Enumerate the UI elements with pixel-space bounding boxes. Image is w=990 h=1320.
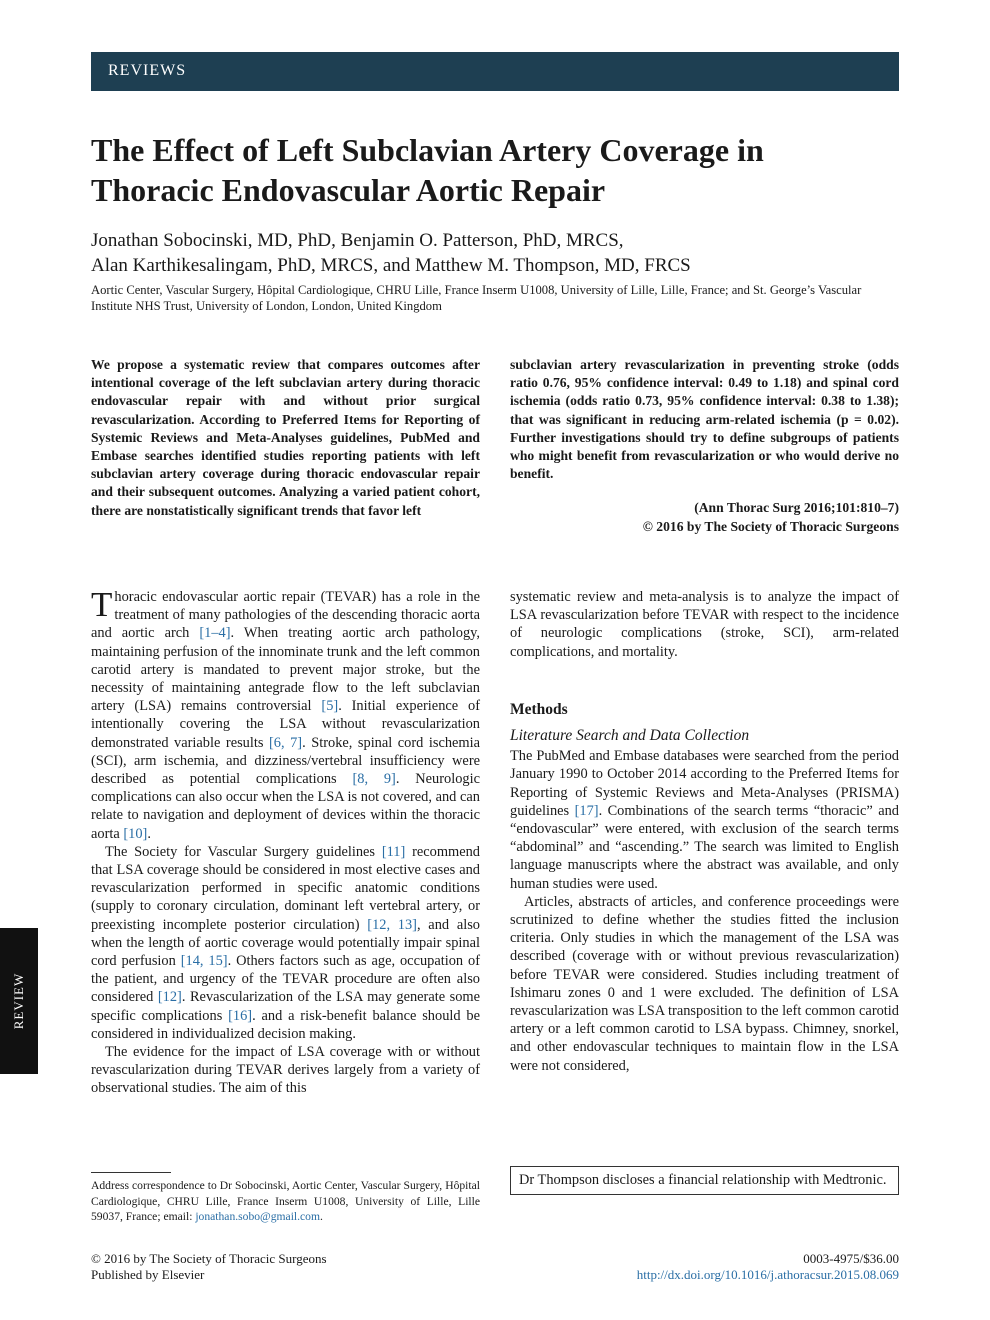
reference-link[interactable]: [14, 15]: [180, 953, 228, 970]
reference-link[interactable]: [11]: [381, 843, 406, 860]
body-text: , and also when the length of aortic coverage would potentially impair spinal cord perfusion: [91, 916, 480, 970]
footer-issn: 0003-4975/$36.00: [803, 1251, 899, 1266]
reference-link[interactable]: [17]: [574, 802, 599, 819]
reference-link[interactable]: [12, 13]: [367, 916, 417, 933]
reference-link[interactable]: [10]: [123, 825, 148, 842]
heading-methods: Methods: [510, 700, 568, 718]
journal-citation: (Ann Thorac Surg 2016;101:810–7): [694, 500, 899, 515]
footer-left: [91, 1251, 327, 1282]
drop-cap: T: [91, 585, 113, 624]
footer-copyright: © 2016 by The Society of Thoracic Surgeons: [91, 1251, 327, 1266]
body-text: . Initial experience of intentionally covering the LSA without revascularization demonstrated variable results: [91, 698, 481, 751]
body-text: . Neurologic complications can also occur when the LSA is not covered, and can relate to navigation and deployment of devices within the thoracic aorta: [91, 771, 481, 842]
correspondence-footnote: [91, 1178, 480, 1225]
body-text: . Others factors such as age, occupation of the patient, and urgency of the TEVAR procedure are often also considered: [91, 953, 481, 1006]
affiliation: Aortic Center, Vascular Surgery, Hôpital Cardiologique, CHRU Lille, France Inserm U1008, University of Lille, Lille, France; and St. George’s Vascular Institute NHS Trust, University of London, London, United Kingdom: [91, 283, 862, 313]
authors-line-2: Alan Karthikesalingam, PhD, MRCS, and Matthew M. Thompson, MD, FRCS: [91, 255, 691, 276]
title-line-2: Thoracic Endovascular Aortic Repair: [91, 172, 606, 208]
article-title: [91, 130, 899, 210]
reference-link[interactable]: [16]: [228, 1007, 253, 1024]
body-text: . and a risk-benefit balance should be considered in individualized decision making.: [91, 1007, 480, 1042]
body-text: horacic endovascular aortic repair (TEVAR) has a role in the treatment of many pathologies of the descending thoracic aorta and aortic arch: [91, 589, 480, 642]
reference-link[interactable]: [1–4]: [199, 625, 231, 642]
authors: [91, 228, 899, 278]
body-text: The Society for Vascular Surgery guidelines: [105, 843, 382, 860]
abstract-left: We propose a systematic review that compares outcomes after intentional coverage of the left subclavian artery during thoracic endovascular repair with and without prior surgical revascularization. According to Preferred Items for Reporting of Systemic Reviews and Meta-Analyses guidelines, PubMed and Embase searches identified studies reporting patients with left subclavian artery coverage during thoracic endovascular repair and their subsequent outcomes. Analyzing a varied patient cohort, there are nonstatistically significant trends that favor left: [91, 357, 480, 518]
body-paragraph-3: The evidence for the impact of LSA coverage with or without revascularization during TEVAR derives largely from a variety of observational studies. The aim of this: [91, 1044, 480, 1097]
body-left-column: [91, 585, 481, 1098]
body-paragraph-r1: systematic review and meta-analysis is to analyze the impact of LSA revascularization before TEVAR with respect to the incidence of neurologic complications (stroke, SCI), arm-related complications, and mortality.: [510, 589, 899, 660]
disclosure-box: Dr Thompson discloses a financial relationship with Medtronic.: [510, 1166, 899, 1195]
side-tab-label: REVIEW: [11, 972, 26, 1030]
reference-link[interactable]: [6, 7]: [269, 734, 303, 751]
section-banner: [91, 52, 899, 91]
body-text: .: [147, 825, 151, 842]
doi-link[interactable]: http://dx.doi.org/10.1016/j.athoracsur.2015.08.069: [636, 1266, 899, 1282]
footnote-rule: [91, 1172, 171, 1173]
section-banner-label: REVIEWS: [108, 62, 187, 79]
abstract-right: subclavian artery revascularization in preventing stroke (odds ratio 0.76, 95% confidence interval: 0.49 to 1.18) and spinal cord ischemia (odds ratio 0.73, 95% confidence interval: 0.38 to 1.38); that was significant in reducing arm-related ischemia (p = 0.02). Further investigations should try to define subgroups of patients who might benefit from revascularization or who would derive no benefit.: [510, 357, 899, 482]
copyright-line: © 2016 by The Society of Thoracic Surgeons: [642, 519, 899, 534]
side-tab: [0, 928, 38, 1074]
body-text: . Combinations of the search terms “thoracic” and “endovascular” were entered, with exclusion of the search terms “abdominal” and “ascending.” The search was limited to English language manuscripts where the abstract was available, and only human studies were used.: [510, 802, 900, 892]
authors-line-1: Jonathan Sobocinski, MD, PhD, Benjamin O. Patterson, PhD, MRCS,: [91, 230, 624, 251]
reference-link[interactable]: [5]: [321, 698, 339, 715]
footnote-text: Address correspondence to Dr Sobocinski, Aortic Center, Vascular Surgery, Hôpital Cardiologique, CHRU Lille, France Inserm U1008, University of Lille, Lille 59037, France; email:: [91, 1179, 480, 1223]
body-right-column: [510, 588, 899, 1075]
body-text: . Revascularization of the LSA may generate some specific complications: [91, 989, 480, 1024]
footer-publisher: Published by Elsevier: [91, 1266, 205, 1282]
reference-link[interactable]: [12]: [157, 989, 182, 1006]
reference-link[interactable]: [8, 9]: [352, 771, 396, 788]
footnote-text: .: [320, 1210, 323, 1223]
footer-right: [560, 1251, 899, 1282]
body-paragraph-1: [91, 585, 481, 843]
body-paragraph-r2: [510, 747, 899, 893]
body-text: recommend that LSA coverage should be considered in most elective cases and revascularization performed in specific anatomic conditions (supply to coronary circulation, dominant left vertebral artery, or preexisting incomplete posterior circulation): [91, 843, 481, 933]
title-line-1: The Effect of Left Subclavian Artery Coverage in: [91, 132, 764, 168]
body-text: . Stroke, spinal cord ischemia (SCI), arm ischemia, and dizziness/vertebral insufficiency were described as potential complications: [91, 734, 481, 788]
email-link[interactable]: jonathan.sobo@gmail.com: [195, 1210, 320, 1223]
body-paragraph-2: [91, 843, 480, 1043]
body-paragraph-r3: Articles, abstracts of articles, and conference proceedings were scrutinized to define whether the studies fitted the inclusion criteria. Only studies in which the management of the LSA was described (coverage with or without previous revascularization) before TEVAR were considered. Studies including treatment of Ishimaru zones 0 and 1 were excluded. The definition of LSA revascularization was LSA transposition to the left common carotid artery or a left common carotid to LSA bypass. Chimney, snorkel, and other endovascular techniques to maintain flow in the LSA were not considered,: [510, 893, 899, 1074]
heading-literature-search: Literature Search and Data Collection: [510, 727, 750, 745]
body-text: The PubMed and Embase databases were searched from the period January 1990 to October 2014 according to the Preferred Items for Reporting of Systemic Reviews and Meta-Analyses (PRISMA) guidelines: [510, 748, 899, 819]
body-text: . When treating aortic arch pathology, maintaining perfusion of the innominate trunk and the left common carotid artery is mandated to prevent major stroke, but the necessity of maintaining antegrade flow to the left subclavian artery (LSA) remains controversial: [91, 625, 480, 715]
